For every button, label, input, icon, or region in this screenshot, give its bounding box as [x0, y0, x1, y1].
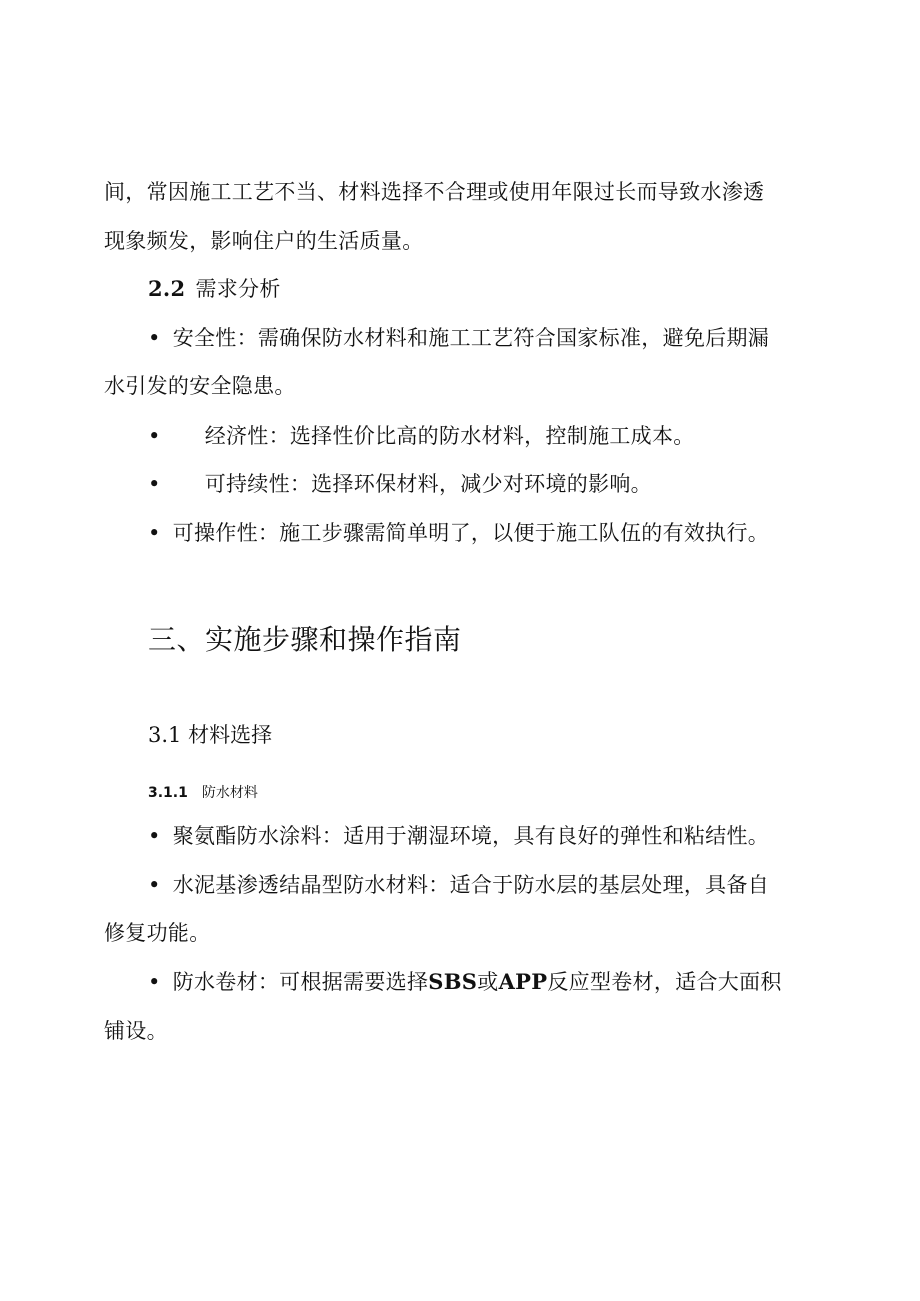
section-2-2-heading	[148, 273, 281, 303]
bullet-icon: •	[148, 873, 161, 897]
list-item	[148, 322, 769, 352]
bullet-icon: •	[148, 424, 161, 448]
list-item	[148, 820, 769, 850]
bullet-icon: •	[148, 326, 161, 350]
list-item	[148, 869, 769, 899]
bullet-icon: •	[148, 824, 161, 848]
section-3-1-1-heading	[148, 782, 258, 802]
intro-line-1: 间，常因施工工艺不当、材料选择不合理或使用年限过长而导致水渗透	[104, 180, 765, 204]
section-2-2-title: 需求分析	[195, 277, 281, 301]
product-code-sbs: SBS	[428, 969, 478, 994]
section-2-2-number: 2.2	[148, 276, 186, 301]
list-item-text-post: 反应型卷材，适合大面积	[547, 970, 782, 994]
section-3-1-1-number: 3.1.1	[148, 785, 188, 801]
list-item-text: 聚氨酯防水涂料：适用于潮湿环境，具有良好的弹性和粘结性。	[172, 824, 770, 848]
list-item-text: 可操作性：施工步骤需简单明了，以便于施工队伍的有效执行。	[172, 521, 770, 545]
list-item-continuation: 修复功能。	[104, 921, 211, 945]
product-code-app: APP	[498, 969, 548, 994]
list-item-text-mid: 或	[477, 970, 499, 994]
list-item	[148, 468, 652, 498]
list-item-text: 可持续性：选择环保材料，减少对环境的影响。	[204, 472, 652, 496]
list-item	[148, 966, 782, 996]
list-item-text-pre: 防水卷材：可根据需要选择	[172, 970, 429, 994]
bullet-icon: •	[148, 472, 161, 496]
list-item-continuation: 铺设。	[104, 1019, 168, 1043]
list-item-text: 安全性：需确保防水材料和施工工艺符合国家标准，避免后期漏	[172, 326, 770, 350]
chapter-3-heading: 三、实施步骤和操作指南	[148, 623, 462, 656]
intro-line-2: 现象频发，影响住户的生活质量。	[104, 229, 424, 253]
list-item-text: 经济性：选择性价比高的防水材料，控制施工成本。	[204, 424, 695, 448]
section-3-1-1-title: 防水材料	[201, 785, 258, 801]
list-item-continuation: 水引发的安全隐患。	[104, 374, 296, 398]
section-3-1-heading: 3.1 材料选择	[148, 723, 273, 747]
list-item-text: 水泥基渗透结晶型防水材料：适合于防水层的基层处理，具备自	[172, 873, 770, 897]
list-item	[148, 517, 769, 547]
bullet-icon: •	[148, 521, 161, 545]
bullet-icon: •	[148, 970, 161, 994]
list-item	[148, 420, 695, 450]
